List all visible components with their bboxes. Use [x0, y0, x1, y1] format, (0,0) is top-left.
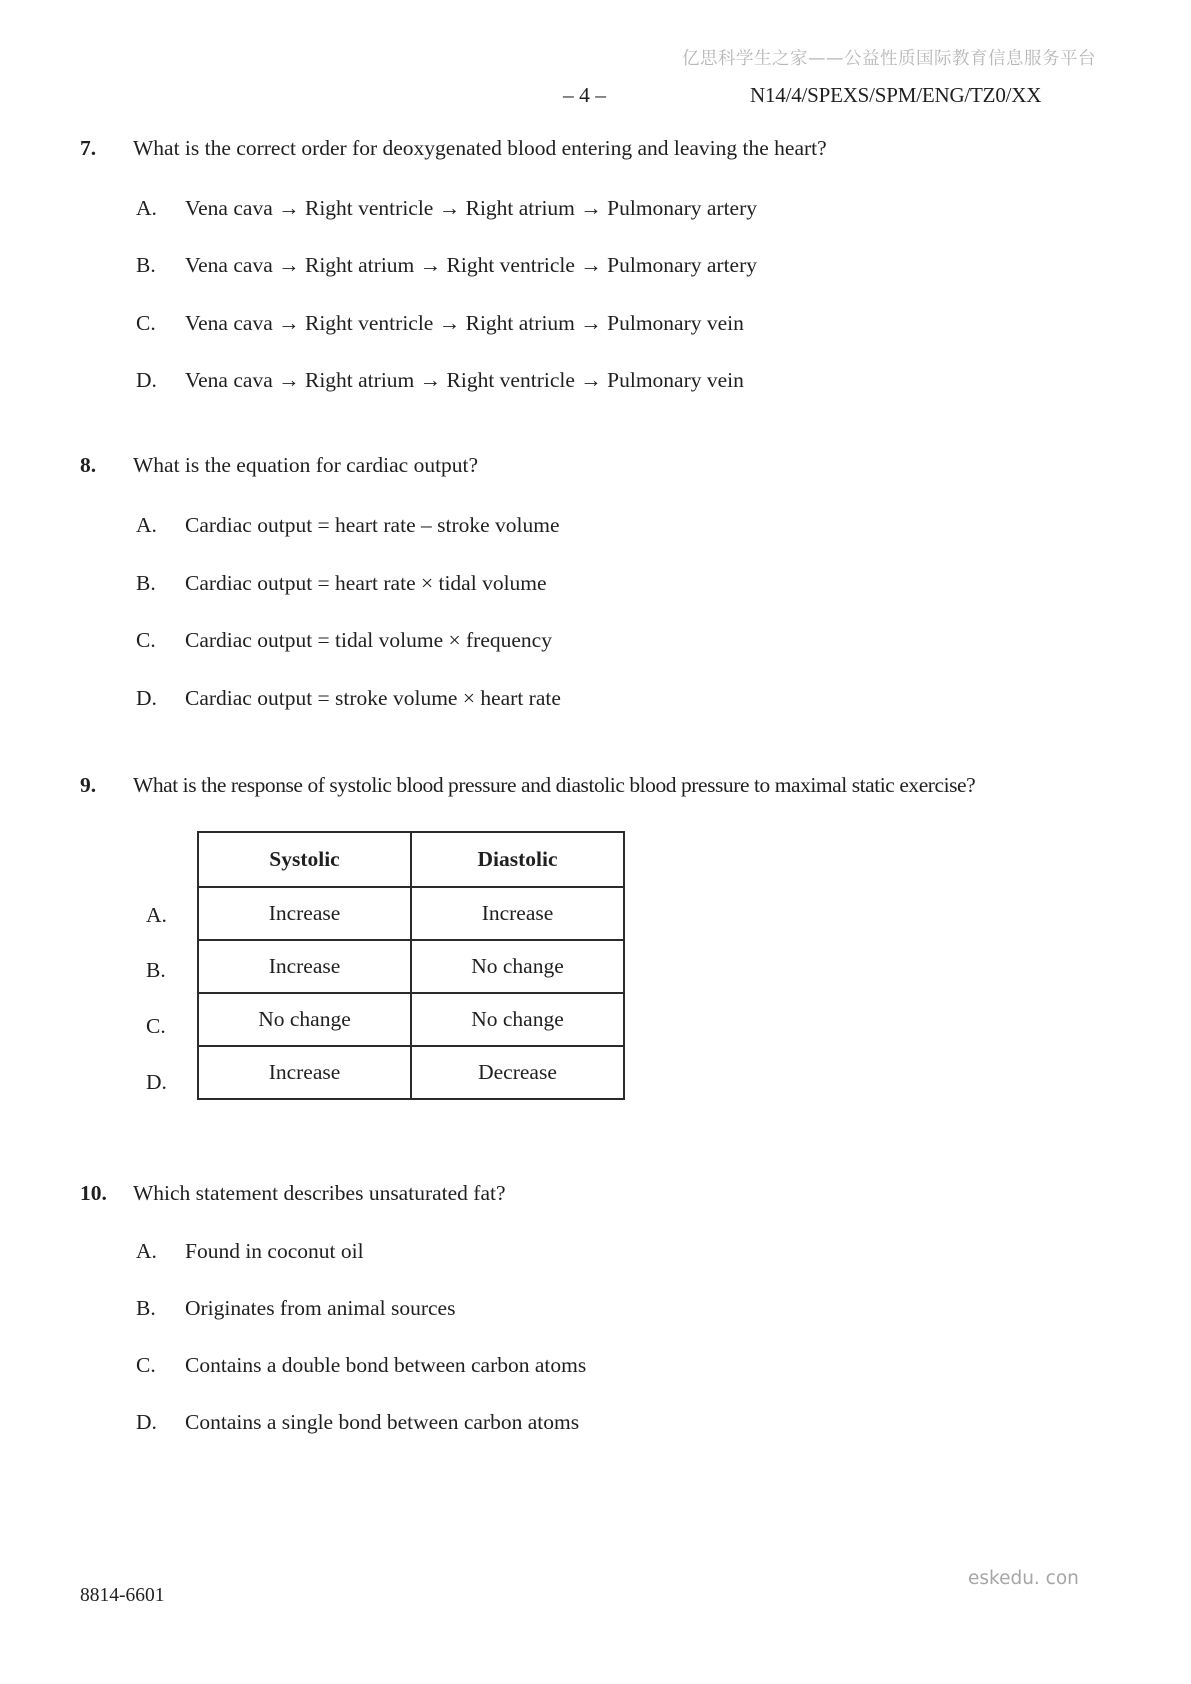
- question-8-option-d-label: D.: [136, 686, 157, 710]
- question-7-option-b-text: Vena cava → Right atrium → Right ventricle → Pulmonary artery: [185, 253, 757, 277]
- question-9-row-c-label: C.: [146, 1014, 166, 1038]
- table-cell: Increase: [198, 1046, 411, 1099]
- question-10-option-d-text: Contains a single bond between carbon atoms: [185, 1410, 580, 1434]
- question-10-option-d-label: D.: [136, 1410, 157, 1434]
- question-7-option-d-text: Vena cava → Right atrium → Right ventricle → Pulmonary vein: [185, 368, 744, 392]
- question-7-option-a-text: Vena cava → Right ventricle → Right atrium → Pulmonary artery: [185, 196, 757, 220]
- question-7-option-a-label: A.: [136, 196, 157, 220]
- question-10-option-c-text: Contains a double bond between carbon atoms: [185, 1353, 587, 1377]
- question-8-option-b-label: B.: [136, 571, 156, 595]
- table-row: [198, 993, 624, 1046]
- watermark-text: eskedu. con: [968, 1568, 1079, 1589]
- question-7-number: 7.: [80, 136, 97, 160]
- question-7-text: What is the correct order for deoxygenated blood entering and leaving the heart?: [133, 136, 827, 160]
- question-10-number: 10.: [80, 1181, 107, 1205]
- table-cell: No change: [411, 993, 624, 1046]
- table-header-row: [198, 832, 624, 887]
- table-cell: Decrease: [411, 1046, 624, 1099]
- site-banner-text: 亿思科学生之家——公益性质国际教育信息服务平台: [682, 49, 1096, 69]
- question-10-option-c-label: C.: [136, 1353, 156, 1377]
- question-8-option-b-text: Cardiac output = heart rate × tidal volume: [185, 571, 547, 595]
- question-10-option-a-text: Found in coconut oil: [185, 1239, 364, 1263]
- document-code: 8814-6601: [80, 1585, 165, 1606]
- table-cell: Increase: [198, 887, 411, 940]
- question-10-text: Which statement describes unsaturated fat?: [133, 1181, 506, 1205]
- table-header-diastolic: Diastolic: [411, 832, 624, 887]
- table-cell: No change: [411, 940, 624, 993]
- question-10-option-b-text: Originates from animal sources: [185, 1296, 456, 1320]
- question-8-option-a-text: Cardiac output = heart rate – stroke volume: [185, 513, 560, 537]
- question-7-option-d-label: D.: [136, 368, 157, 392]
- table-header-systolic: Systolic: [198, 832, 411, 887]
- question-9-row-b-label: B.: [146, 958, 166, 982]
- question-8-text: What is the equation for cardiac output?: [133, 453, 479, 477]
- question-9-table: [197, 831, 625, 1100]
- question-8-option-d-text: Cardiac output = stroke volume × heart rate: [185, 686, 561, 710]
- table-row: [198, 940, 624, 993]
- page-number: – 4 –: [563, 83, 606, 107]
- question-7-option-b-label: B.: [136, 253, 156, 277]
- paper-code: N14/4/SPEXS/SPM/ENG/TZ0/XX: [750, 83, 1042, 107]
- table-row: [198, 887, 624, 940]
- question-7-option-c-text: Vena cava → Right ventricle → Right atrium → Pulmonary vein: [185, 311, 744, 335]
- question-9-row-d-label: D.: [146, 1070, 167, 1094]
- question-9-text: What is the response of systolic blood pressure and diastolic blood pressure to maximal static exercise?: [133, 773, 976, 797]
- question-9-number: 9.: [80, 773, 97, 797]
- table-cell: Increase: [411, 887, 624, 940]
- table-cell: Increase: [198, 940, 411, 993]
- question-9-row-a-label: A.: [146, 903, 167, 927]
- table-cell: No change: [198, 993, 411, 1046]
- question-8-option-c-label: C.: [136, 628, 156, 652]
- question-8-option-a-label: A.: [136, 513, 157, 537]
- question-7-option-c-label: C.: [136, 311, 156, 335]
- table-row: [198, 1046, 624, 1099]
- question-8-option-c-text: Cardiac output = tidal volume × frequency: [185, 628, 552, 652]
- question-8-number: 8.: [80, 453, 97, 477]
- question-10-option-a-label: A.: [136, 1239, 157, 1263]
- question-10-option-b-label: B.: [136, 1296, 156, 1320]
